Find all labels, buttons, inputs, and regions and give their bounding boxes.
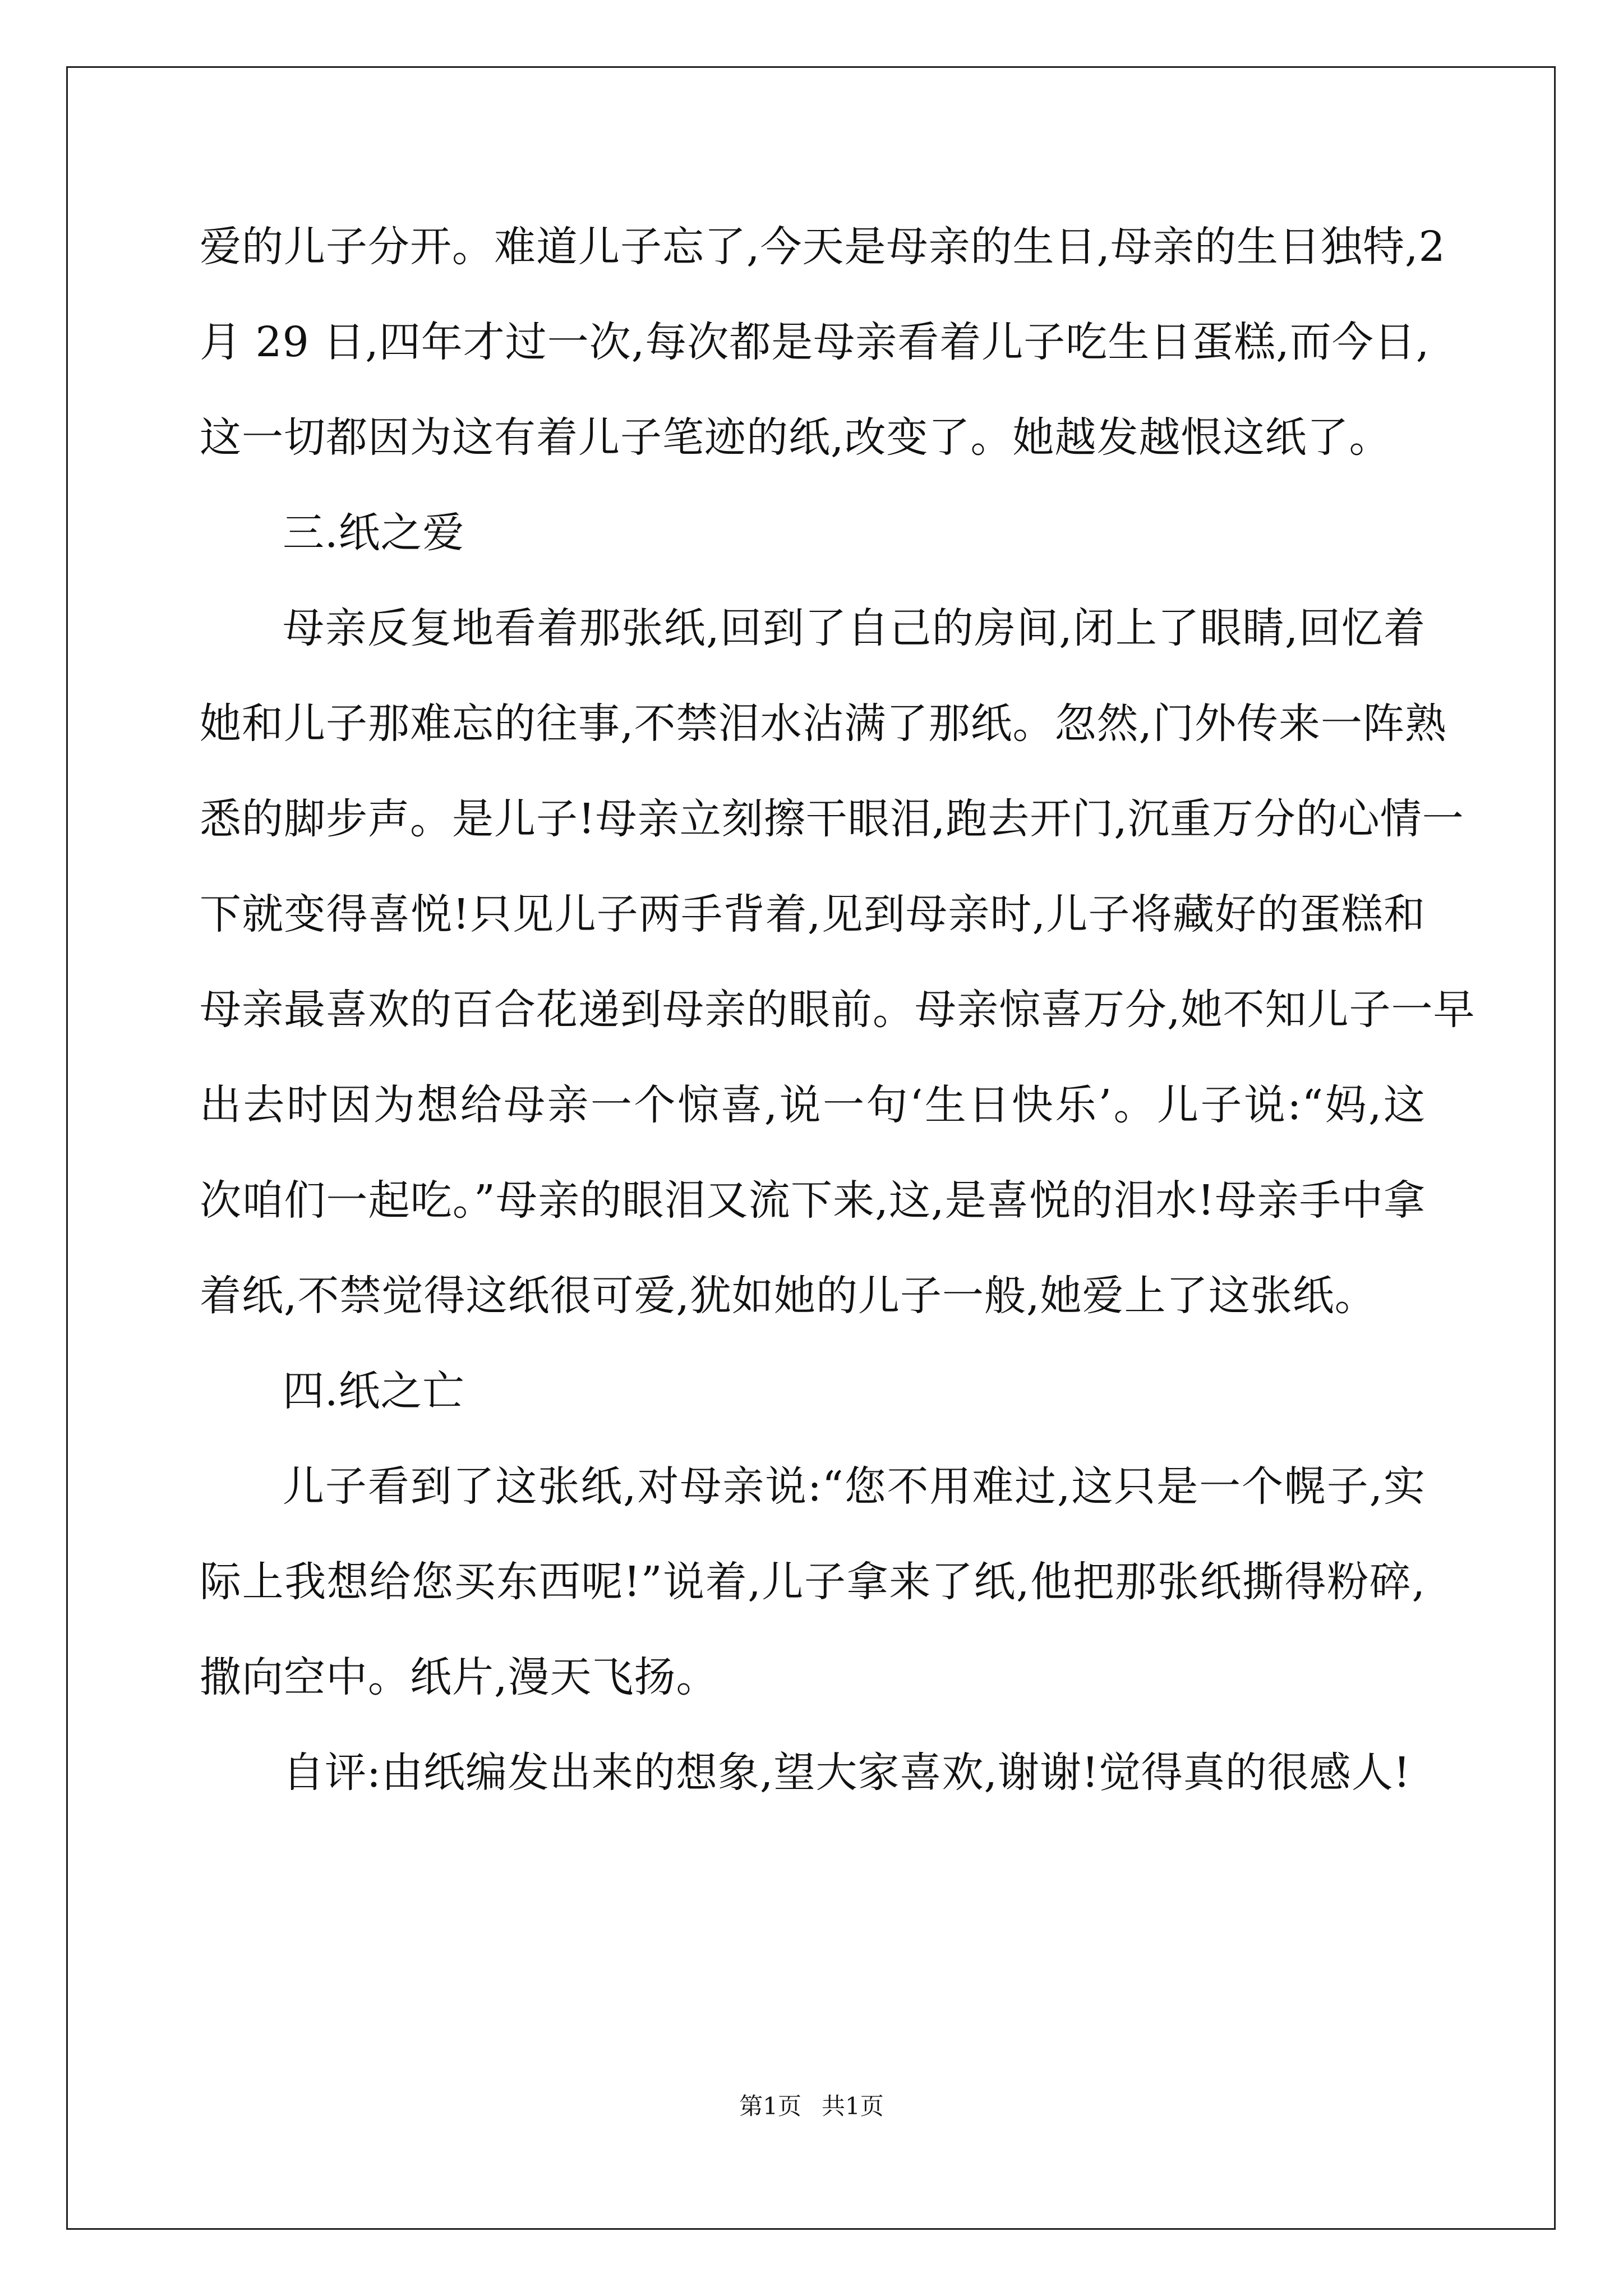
section-heading: 四.纸之亡	[283, 1367, 465, 1415]
page-total: 共1页	[822, 2092, 884, 2120]
text-line: 儿子看到了这张纸,对母亲说:“您不用难过,这只是一个幌子,实	[283, 1462, 1426, 1511]
text-line: 悉的脚步声。是儿子!母亲立刻擦干眼泪,跑去开门,沉重万分的心情一	[200, 795, 1464, 843]
text-line: 出去时因为想给母亲一个惊喜,说一句‘生日快乐’。儿子说:“妈,这	[200, 1081, 1426, 1129]
text-line: 爱的儿子分开。难道儿子忘了,今天是母亲的生日,母亲的生日独特,2	[200, 223, 1446, 271]
text-line: 月 29 日,四年才过一次,每次都是母亲看着儿子吃生日蛋糕,而今日,	[200, 318, 1430, 366]
text-line: 际上我想给您买东西呢!”说着,儿子拿来了纸,他把那张纸撕得粉碎,	[200, 1558, 1426, 1606]
text-line: 自评:由纸编发出来的想象,望大家喜欢,谢谢!觉得真的很感人!	[283, 1749, 1411, 1797]
text-line: 次咱们一起吃。”母亲的眼泪又流下来,这,是喜悦的泪水!母亲手中拿	[200, 1176, 1426, 1225]
text-line: 这一切都因为这有着儿子笔迹的纸,改变了。她越发越恨这纸了。	[200, 413, 1391, 462]
section-heading: 三.纸之爱	[283, 509, 465, 557]
text-line: 撒向空中。纸片,漫天飞扬。	[200, 1653, 718, 1701]
text-line: 她和儿子那难忘的往事,不禁泪水沾满了那纸。忽然,门外传来一阵熟	[200, 700, 1447, 748]
page-footer	[0, 2090, 1623, 2123]
text-line: 下就变得喜悦!只见儿子两手背着,见到母亲时,儿子将藏好的蛋糕和	[200, 890, 1426, 938]
page-number: 第1页	[739, 2092, 801, 2120]
page-border	[66, 66, 1556, 2230]
text-line: 母亲反复地看着那张纸,回到了自己的房间,闭上了眼睛,回忆着	[283, 604, 1426, 652]
text-line: 着纸,不禁觉得这纸很可爱,犹如她的儿子一般,她爱上了这张纸。	[200, 1272, 1377, 1320]
text-line: 母亲最喜欢的百合花递到母亲的眼前。母亲惊喜万分,她不知儿子一早	[200, 986, 1476, 1034]
